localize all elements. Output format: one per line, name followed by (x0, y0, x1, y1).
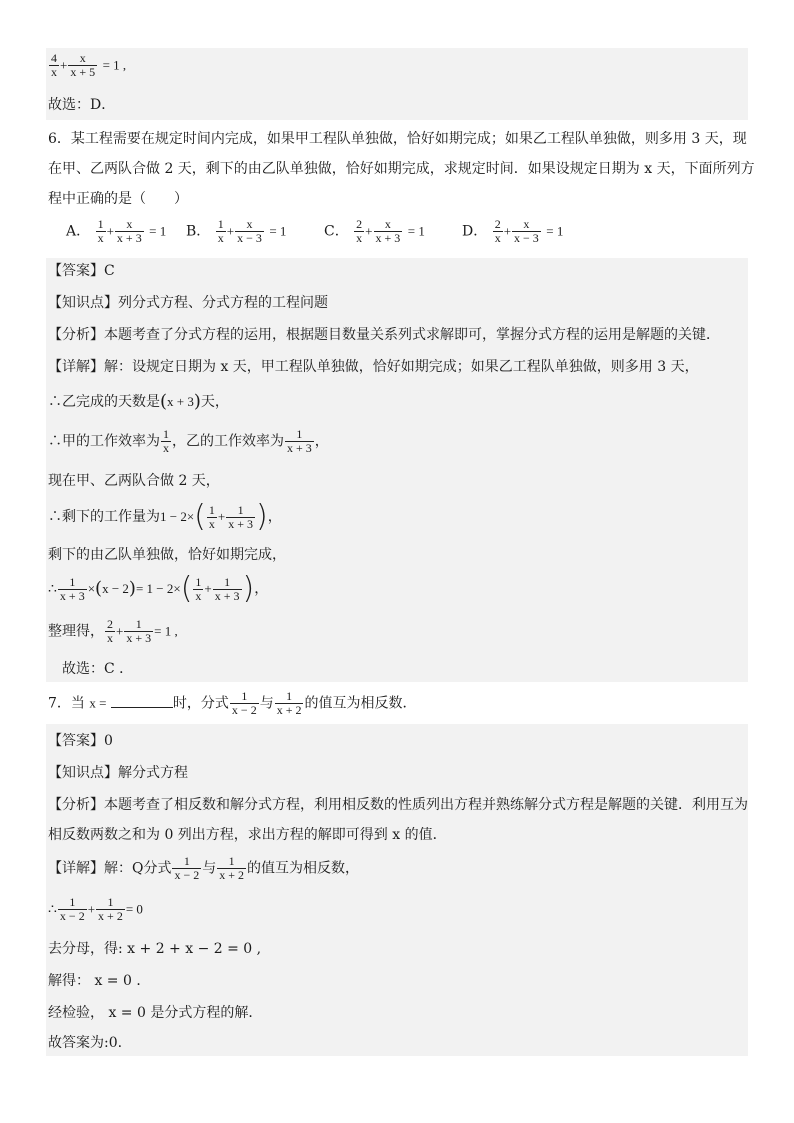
q7-knowledge: 【知识点】解分式方程 (48, 765, 188, 781)
q7-answer: 【答案】0 (48, 733, 113, 749)
q7-analysis-1: 【分析】本题考查了相反数和解分式方程，利用相反数的性质列出方程并熟练解分式方程是解题的关键．利用互为 (48, 797, 748, 813)
q6-detail-5: ∴剩下的工作量为1 − 2×( $\frac{1}{x}$ + $\frac{1}{x + 3}$ )， (48, 499, 282, 534)
q6-detail-1: 【详解】解：设规定日期为 x 天，甲工程队单独做，恰好如期完成；如果乙工程队单独做，则多用 3 天， (48, 359, 699, 375)
q7-detail-3: 去分母，得: x + 2 + x − 2 = 0 , (48, 941, 262, 957)
q6-detail-2: ∴乙完成的天数是(x + 3)天， (48, 391, 229, 412)
fraction: $\frac{1}{x}$ (163, 427, 169, 455)
fraction: $\frac{1}{x}$ (217, 217, 224, 245)
fraction: $\frac{1}{x}$ (208, 502, 215, 531)
answer-blank[interactable] (111, 695, 173, 708)
fraction: $\frac{x}{x + 3}$ (116, 217, 142, 245)
q6-option-b[interactable]: B． $\frac{1}{x}$ + $\frac{x}{x - 3}$ = 1 (186, 217, 287, 245)
q6-choice: 故选：C ． (62, 661, 134, 677)
q7-detail-2: ∴ $\frac{1}{x - 2}$ + $\frac{1}{x + 2}$ = 0 (48, 895, 143, 923)
fraction: $\frac{x}{x - 3}$ (514, 217, 539, 245)
fraction: $\frac{1}{x + 3}$ (214, 574, 240, 603)
fraction: $\frac{x}{x - 3}$ (237, 217, 262, 245)
fraction: $\frac{2}{x}$ (107, 617, 113, 645)
q6-stem-line-1: 6．某工程需要在规定时间内完成，如果甲工程队单独做，恰好如期完成；如果乙工程队单独做，则多用 3 天，现 (48, 131, 747, 147)
q5-choice: 故选：D． (48, 97, 116, 113)
fraction: $\frac{1}{x}$ (97, 217, 104, 245)
fraction: $\frac{2}{x}$ (356, 217, 363, 245)
fraction: $\frac{x}{x + 3}$ (375, 217, 401, 245)
fraction: $\frac{1}{x + 2}$ (98, 895, 123, 923)
q5-equation: $\frac{4}{x}$ + $\frac{x}{x + 5}$ = 1 , (51, 51, 127, 79)
q6-knowledge: 【知识点】列分式方程、分式方程的工程问题 (48, 295, 328, 311)
fraction: $\frac{1}{x + 3}$ (59, 574, 85, 603)
q7-detail-1: 【详解】解：Q分式 $\frac{1}{x - 2}$ 与 $\frac{1}{x + 2}$ 的值互为相反数， (48, 854, 360, 882)
q7-analysis-2: 相反数两数之和为 0 列出方程，求出方程的解即可得到 x 的值． (48, 827, 447, 843)
fraction: $\frac{x}{x + 5}$ (70, 51, 96, 79)
fraction: $\frac{1}{x - 2}$ (231, 689, 257, 717)
q6-detail-7: ∴ $\frac{1}{x + 3}$ ×(x − 2)= 1 − 2×( $\frac{1}{x}$ + $\frac{1}{x + 3}$ )， (48, 571, 269, 606)
q6-stem-line-3: 程中正确的是（ ） (48, 191, 188, 207)
fraction: $\frac{1}{x + 2}$ (219, 854, 245, 882)
fraction: $\frac{1}{x + 3}$ (126, 617, 152, 645)
q6-option-c[interactable]: C． $\frac{2}{x}$ + $\frac{x}{x + 3}$ = 1 (324, 217, 425, 245)
q6-detail-3: ∴甲的工作效率为 $\frac{1}{x}$ ，乙的工作效率为 $\frac{1}{x + 3}$ ， (48, 427, 329, 455)
q6-detail-4: 现在甲、乙两队合做 2 天， (48, 473, 220, 489)
q6-detail-6: 剩下的由乙队单独做，恰好如期完成， (48, 547, 286, 563)
q6-stem-line-2: 在甲、乙两队合做 2 天，剩下的由乙队单独做，恰好如期完成，求规定时间．如果设规定日期为 x 天，下面所列方 (48, 161, 755, 177)
q7-detail-6: 故答案为:0. (48, 1035, 123, 1051)
q6-option-a[interactable]: A． $\frac{1}{x}$ + $\frac{x}{x + 3}$ = 1 (66, 217, 167, 245)
q5-tail-block (46, 48, 748, 120)
fraction: $\frac{1}{x + 2}$ (276, 689, 302, 717)
q7-detail-5: 经检验， x = 0 是分式方程的解． (48, 1005, 263, 1021)
fraction: $\frac{4}{x}$ (51, 51, 57, 79)
fraction: $\frac{1}{x}$ (195, 574, 202, 603)
q7-detail-4: 解得： x = 0 ． (48, 973, 151, 989)
q6-answer: 【答案】C (48, 263, 115, 279)
q6-detail-8: 整理得， $\frac{2}{x}$ + $\frac{1}{x + 3}$ = 1 , (48, 617, 178, 645)
q6-option-d[interactable]: D． $\frac{2}{x}$ + $\frac{x}{x - 3}$ = 1 (462, 217, 564, 245)
fraction: $\frac{1}{x + 3}$ (287, 427, 312, 455)
fraction: $\frac{1}{x + 3}$ (228, 502, 254, 531)
fraction: $\frac{1}{x - 2}$ (59, 895, 85, 923)
fraction: $\frac{1}{x - 2}$ (174, 854, 200, 882)
q7-stem: 7．当 x = 时，分式 $\frac{1}{x - 2}$ 与 $\frac{1}{x + 2}$ 的值互为相反数． (48, 689, 417, 717)
q6-analysis: 【分析】本题考查了分式方程的运用，根据题目数量关系列式求解即可，掌握分式方程的运用是解题的关键． (48, 327, 720, 343)
fraction: $\frac{2}{x}$ (494, 217, 501, 245)
